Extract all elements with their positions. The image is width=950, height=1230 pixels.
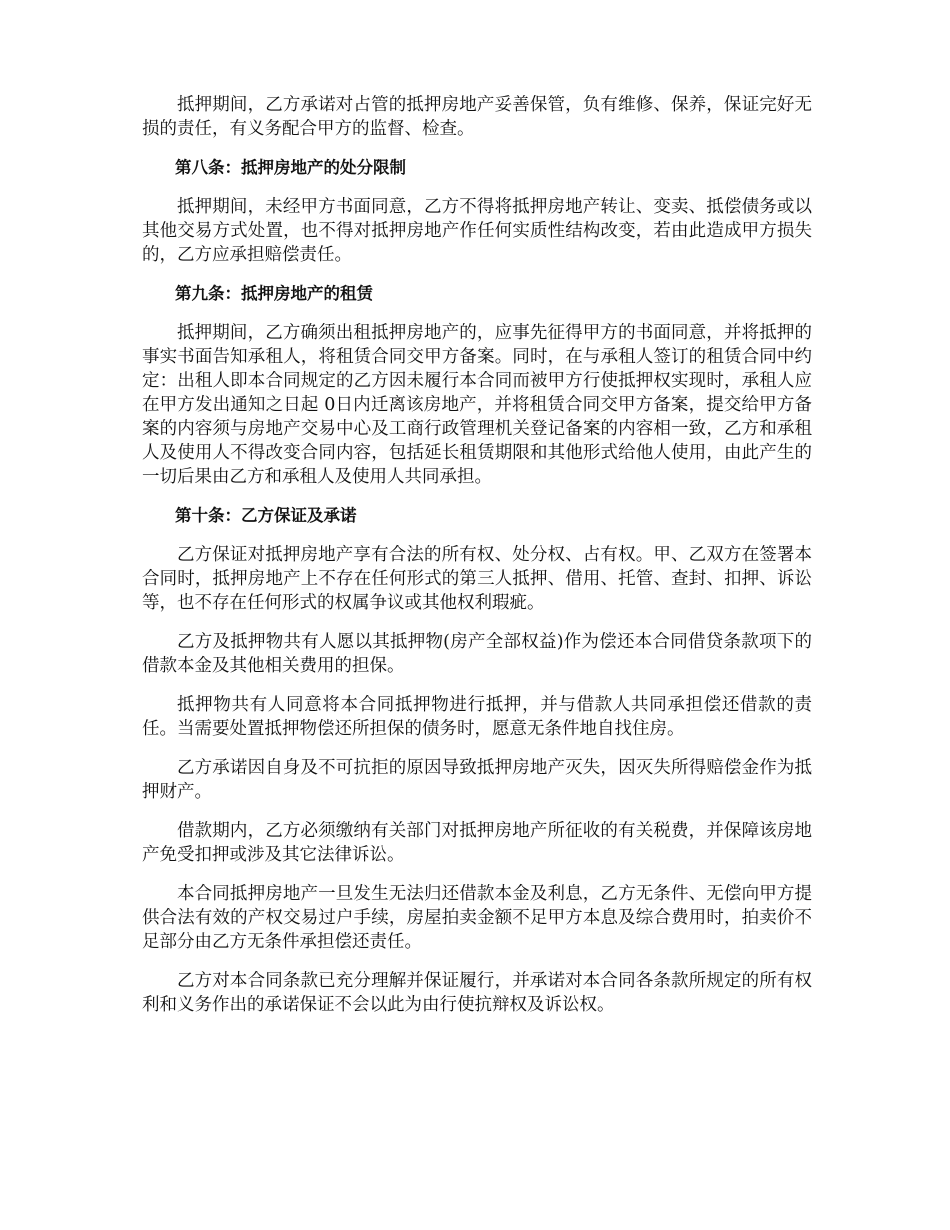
heading-article-9: 第九条：抵押房地产的租赁	[175, 284, 373, 303]
paragraph-custody-duty: 抵押期间，乙方承诺对占管的抵押房地产妥善保管，负有维修、保养，保证完好无损的责任，有义务配合甲方的监督、检查。	[142, 95, 812, 139]
paragraph-tax-obligation: 借款期内，乙方必须缴纳有关部门对抵押房地产所征收的有关税费，并保障该房地产免受扣押或涉及其它法律诉讼。	[142, 821, 812, 865]
paragraph-disposal-restriction: 抵押期间，未经甲方书面同意，乙方不得将抵押房地产转让、变卖、抵偿债务或以其他交易方式处置，也不得对抵押房地产作任何实质性结构改变，若由此造成甲方损失的，乙方应承担赔偿责任。	[142, 197, 812, 265]
heading-article-10: 第十条：乙方保证及承诺	[175, 506, 357, 525]
document-body	[142, 93, 812, 1032]
paragraph-loss-compensation: 乙方承诺因自身及不可抗拒的原因导致抵押房地产灭失，因灭失所得赔偿金作为抵押财产。	[142, 758, 812, 802]
paragraph-lease-terms: 抵押期间，乙方确须出租抵押房地产的，应事先征得甲方的书面同意，并将抵押的事实书面告知承租人，将租赁合同交甲方备案。同时，在与承租人签订的租赁合同中约定：出租人即本合同规定的乙方因未履行本合同而被甲方行使抵押权实现时，承租人应在甲方发出通知之日起 0日内迁离该房地产，并将租赁合同交甲方备案，提交给甲方备案的内容须与房地产交易中心及工商行政管理机关登记备案的内容相一致，乙方和承租人及使用人不得改变合同内容，包括延长租赁期限和其他形式给他人使用，由此产生的一切后果由乙方和承租人及使用人共同承担。	[142, 323, 812, 487]
heading-article-8: 第八条：抵押房地产的处分限制	[175, 158, 406, 177]
paragraph-transfer-procedure: 本合同抵押房地产一旦发生无法归还借款本金及利息，乙方无条件、无偿向甲方提供合法有效的产权交易过户手续，房屋拍卖金额不足甲方本息及综合费用时，拍卖价不足部分由乙方无条件承担偿还责任。	[142, 884, 812, 952]
paragraph-final-commitment: 乙方对本合同条款已充分理解并保证履行，并承诺对本合同各条款所规定的所有权利和义务作出的承诺保证不会以此为由行使抗辩权及诉讼权。	[142, 971, 812, 1015]
paragraph-collateral-security: 乙方及抵押物共有人愿以其抵押物(房产全部权益)作为偿还本合同借贷条款项下的借款本金及其他相关费用的担保。	[142, 632, 812, 676]
paragraph-ownership-guarantee: 乙方保证对抵押房地产享有合法的所有权、处分权、占有权。甲、乙双方在签署本合同时，抵押房地产上不存在任何形式的第三人抵押、借用、托管、查封、扣押、诉讼等，也不存在任何形式的权属争议或其他权利瑕疵。	[142, 545, 812, 613]
paragraph-co-owner-consent: 抵押物共有人同意将本合同抵押物进行抵押，并与借款人共同承担偿还借款的责任。当需要处置抵押物偿还所担保的债务时，愿意无条件地自找住房。	[142, 695, 812, 739]
